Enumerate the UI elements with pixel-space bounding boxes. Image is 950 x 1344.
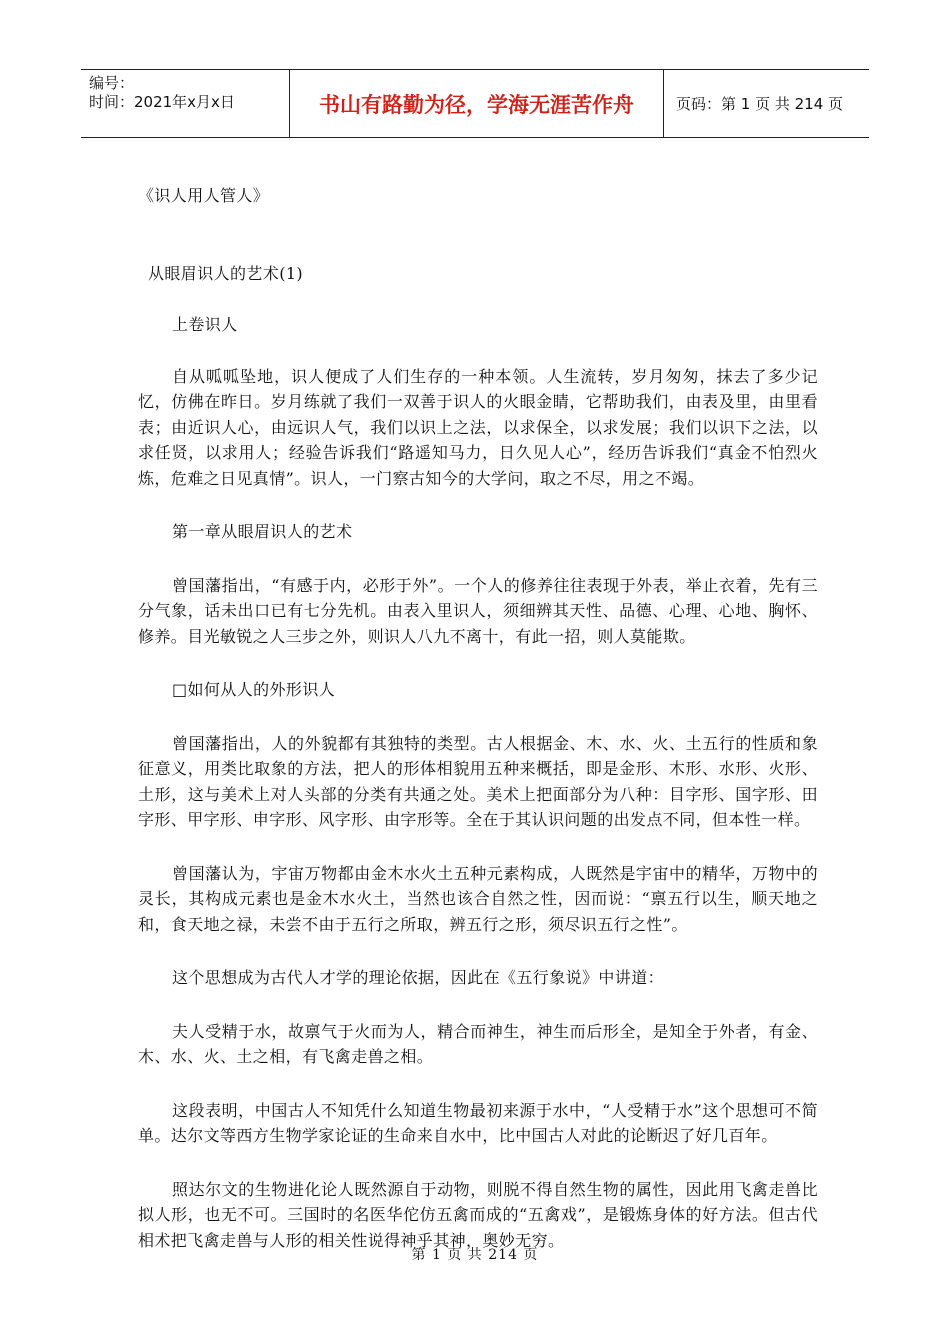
paragraph: 曾国藩认为，宇宙万物都由金木水火土五种元素构成，人既然是宇宙中的精华，万物中的灵长，其构成元素也是金木水火土，当然也该合自然之性，因而说：“禀五行以生，顺天地之和，食天地之禄，未尝不由于五行之所取，辨五行之形，须尽识五行之性”。	[138, 863, 818, 934]
quote-paragraph: 夫人受精于水，故禀气于火而为人，精合而神生，神生而后形全，是知全于外者，有金、木、水、火、土之相，有飞禽走兽之相。	[138, 1021, 818, 1066]
section-title: 从眼眉识人的艺术(1)	[148, 263, 304, 283]
number-label: 编号：	[89, 74, 135, 92]
subsection-title: □如何从人的外形识人	[172, 680, 336, 699]
document-body	[138, 183, 818, 1253]
header-page-info: 页码：第 1 页 共 214 页	[676, 95, 844, 113]
chapter-title: 第一章从眼眉识人的艺术	[172, 522, 353, 541]
header-motto: 书山有路勤为径，学海无涯苦作舟	[290, 70, 664, 137]
page-footer: 第 1 页 共 214 页	[411, 1247, 539, 1263]
paragraph: 这个思想成为古代人才学的理论依据，因此在《五行象说》中讲道：	[172, 968, 665, 987]
paragraph: 照达尔文的生物进化论人既然源自于动物，则脱不得自然生物的属性，因此用飞禽走兽比拟人形，也无不可。三国时的名医华佗仿五禽而成的“五禽戏”，是锻炼身体的好方法。但古代相术把飞禽走兽与人形的相关性说得神乎其神，奥妙无穷。	[138, 1179, 818, 1250]
time-label: 时间：2021年x月x日	[89, 93, 235, 111]
paragraph: 自从呱呱坠地，识人便成了人们生存的一种本领。人生流转，岁月匆匆，抹去了多少记忆，仿佛在昨日。岁月练就了我们一双善于识人的火眼金睛，它帮助我们，由表及里，由里看表；由近识人心，由远识人气，我们以识上之法，以求保全，以求发展；我们以识下之法，以求任贤，以求用人；经验告诉我们“路遥知马力，日久见人心”，经历告诉我们“真金不怕烈火炼，危难之日见真情”。识人，一门察古知今的大学问，取之不尽，用之不竭。	[138, 366, 818, 488]
book-title: 《识人用人管人》	[138, 186, 270, 205]
paragraph: 曾国藩指出，“有感于内，必形于外”。一个人的修养往往表现于外表，举止衣着，先有三分气象，话未出口已有七分先机。由表入里识人，须细辨其天性、品德、心理、心地、胸怀、修养。目光敏锐之人三步之外，则识人八九不离十，有此一招，则人莫能欺。	[138, 575, 818, 646]
paragraph: 这段表明，中国古人不知凭什么知道生物最初来源于水中，“人受精于水”这个思想可不简单。达尔文等西方生物学家论证的生命来自水中，比中国古人对此的论断迟了好几百年。	[138, 1100, 818, 1145]
volume-title: 上卷识人	[172, 315, 238, 334]
header-meta	[81, 70, 290, 137]
paragraph: 曾国藩指出，人的外貌都有其独特的类型。古人根据金、木、水、火、土五行的性质和象征意义，用类比取象的方法，把人的形体相貌用五种来概括，即是金形、木形、水形、火形、土形，这与美术上对人头部的分类有共通之处。美术上把面部分为八种：目字形、国字形、田字形、甲字形、申字形、风字形、由字形等。全在于其认识问题的出发点不同，但本性一样。	[138, 733, 818, 829]
page-header	[81, 69, 869, 138]
